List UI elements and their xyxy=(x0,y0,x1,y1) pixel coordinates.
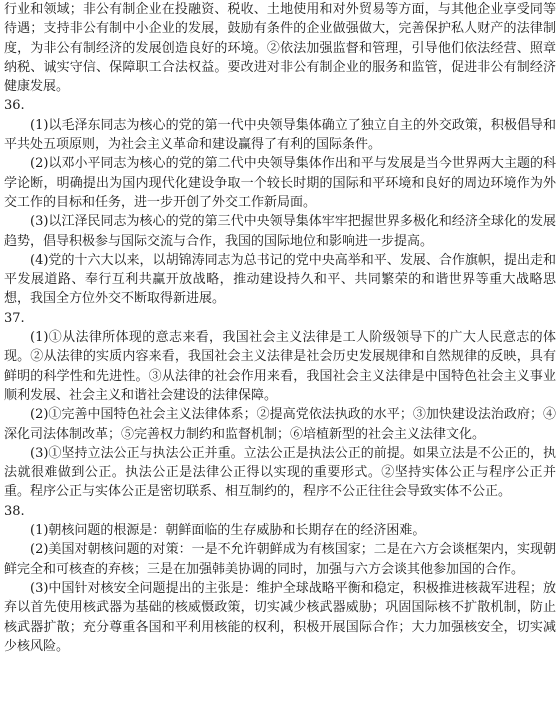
question-number: 38. xyxy=(4,503,25,519)
answer-paragraph: (3)①坚持立法公正与执法公正并重。立法公正是执法公正的前提。如果立法是不公正的，执法就很难做到公正。执法公正是法律公正得以实现的重要形式。②坚持实体公正与程序公正并重。程序公正与实体公正是密切联系、相互制约的，程序不公正往往会导致实体不公正。 xyxy=(4,445,556,500)
answer-paragraph: (2)美国对朝核问题的对策：一是不允许朝鲜成为有核国家；二是在六方会谈框架内，实现朝鲜完全和可核查的弃核；三是在加强韩美协调的同时，加强与六方会谈其他参加国的合作。 xyxy=(4,542,556,577)
answer-paragraph: 行业和领域；非公有制企业在投融资、税收、土地使用和对外贸易等方面，与其他企业享受同等待遇；支持非公有制中小企业的发展，鼓励有条件的企业做强做大，完善保护私人财产的法律制度，为非公有制经济的发展创造良好的环境。②依法加强监督和管理，引导他们依法经营、照章纳税、诚实守信、保障职工合法权益。要改进对非公有制企业的服务和监管，促进非公有制经济健康发展。 xyxy=(4,2,556,95)
answer-paragraph: (3)中国针对核安全问题提出的主张是：维护全球战略平衡和稳定，积极推进核裁军进程；放弃以首先使用核武器为基础的核威慑政策，切实减少核武器威胁；巩固国际核不扩散机制，防止核武器扩散；充分尊重各国和平利用核能的权利，积极开展国际合作；大力加强核安全，切实减少核风险。 xyxy=(4,580,556,654)
answer-paragraph: (1)以毛泽东同志为核心的党的第一代中央领导集体确立了独立自主的外交政策，积极倡导和平共处五项原则，为社会主义革命和建设赢得了有利的国际条件。 xyxy=(4,117,556,153)
question-number: 36. xyxy=(4,98,25,114)
question-number: 37. xyxy=(4,310,25,326)
answer-paragraph: (3)以江泽民同志为核心的党的第三代中央领导集体牢牢把握世界多极化和经济全球化的发展趋势，倡导积极参与国际交流与合作，我国的国际地位和影响进一步提高。 xyxy=(4,214,556,249)
answer-paragraph: (2)①完善中国特色社会主义法律体系；②提高党依法执政的水平；③加快建设法治政府；④深化司法体制改革；⑤完善权力制约和监督机制；⑥培植新型的社会主义法律文化。 xyxy=(4,407,556,442)
answer-paragraph: (1)①从法律所体现的意志来看，我国社会主义法律是工人阶级领导下的广大人民意志的体现。②从法律的实质内容来看，我国社会主义法律是社会历史发展规律和自然规律的反映，具有鲜明的科学性和先进性。③从法律的社会作用来看，我国社会主义法律是中国特色社会主义事业顺利发展、社会主义和谐社会建设的法律保障。 xyxy=(4,330,556,403)
answer-paragraph: (1)朝核问题的根源是：朝鲜面临的生存威胁和长期存在的经济困难。 xyxy=(30,523,426,539)
answer-paragraph: (4)党的十六大以来，以胡锦涛同志为总书记的党中央高举和平、发展、合作旗帜，提出走和平发展道路、奉行互利共赢开放战略，推动建设持久和平、共同繁荣的和谐世界等重大战略思想，我国全方位外交不断取得新进展。 xyxy=(4,252,556,307)
answer-paragraph: (2)以邓小平同志为核心的党的第二代中央领导集体作出和平与发展是当今世界两大主题的科学论断，明确提出为国内现代化建设争取一个较长时期的国际和平环境和良好的周边环境作为外交工作的目标和任务，进一步开创了外交工作新局面。 xyxy=(4,156,556,210)
